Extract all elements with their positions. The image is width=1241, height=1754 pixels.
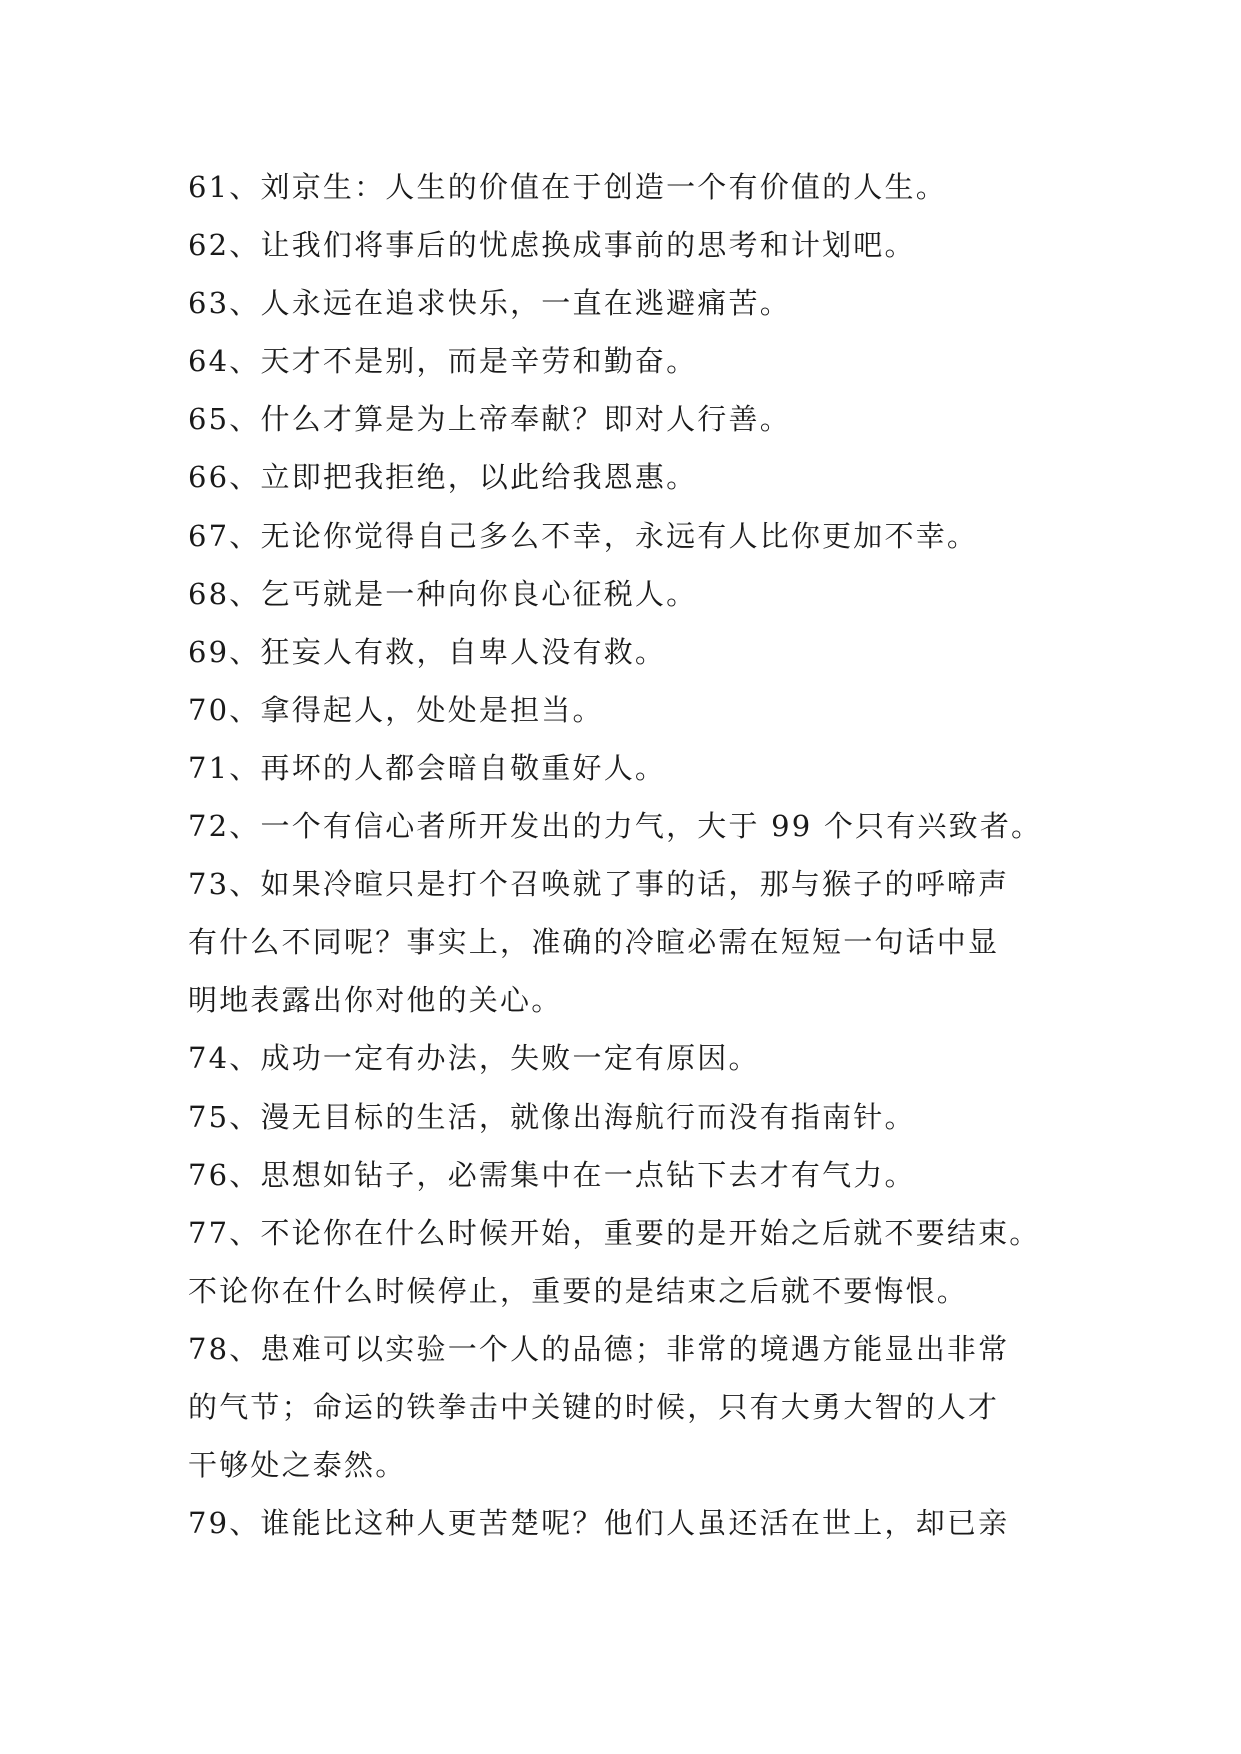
text-line: 69、狂妄人有救，自卑人没有救。 <box>188 634 667 669</box>
quote-list <box>188 158 1093 1552</box>
text-line: 68、乞丐就是一种向你良心征税人。 <box>188 576 698 611</box>
text-line: 79、谁能比这种人更苦楚呢？他们人虽还活在世上，却已亲 <box>188 1506 1010 1541</box>
text-line: 65、什么才算是为上帝奉献？即对人行善。 <box>188 402 791 437</box>
text-line: 74、成功一定有办法，失败一定有原因。 <box>188 1041 760 1076</box>
text-line: 62、让我们将事后的忧虑换成事前的思考和计划吧。 <box>188 228 916 263</box>
text-line: 63、人永远在追求快乐，一直在逃避痛苦。 <box>188 286 791 321</box>
text-line: 72、一个有信心者所开发出的力气，大于 99 个只有兴致者。 <box>188 809 1043 844</box>
text-line: 73、如果冷暄只是打个召唤就了事的话，那与猴子的呼啼声 <box>188 867 1010 902</box>
text-line: 77、不论你在什么时候开始，重要的是开始之后就不要结束。 <box>188 1215 1041 1250</box>
text-line: 75、漫无目标的生活，就像出海航行而没有指南针。 <box>188 1099 916 1134</box>
text-line: 67、无论你觉得自己多么不幸，永远有人比你更加不幸。 <box>188 518 979 553</box>
text-line: 干够处之泰然。 <box>188 1448 407 1483</box>
text-line: 61、刘京生：人生的价值在于创造一个有价值的人生。 <box>188 170 947 204</box>
text-line: 不论你在什么时候停止，重要的是结束之后就不要悔恨。 <box>188 1273 969 1308</box>
text-line: 的气节；命运的铁拳击中关键的时候，只有大勇大智的人才 <box>188 1389 1000 1424</box>
text-line: 明地表露出你对他的关心。 <box>188 983 563 1018</box>
text-line: 71、再坏的人都会暗自敬重好人。 <box>188 750 667 785</box>
text-line: 78、患难可以实验一个人的品德；非常的境遇方能显出非常 <box>188 1331 1010 1366</box>
text-line: 66、立即把我拒绝，以此给我恩惠。 <box>188 460 698 495</box>
text-line: 有什么不同呢？事实上，准确的冷暄必需在短短一句话中显 <box>188 925 1000 960</box>
text-line: 64、天才不是别，而是辛劳和勤奋。 <box>188 344 698 379</box>
text-line: 76、思想如钻子，必需集中在一点钻下去才有气力。 <box>188 1157 916 1192</box>
text-line: 70、拿得起人，处处是担当。 <box>188 692 604 727</box>
